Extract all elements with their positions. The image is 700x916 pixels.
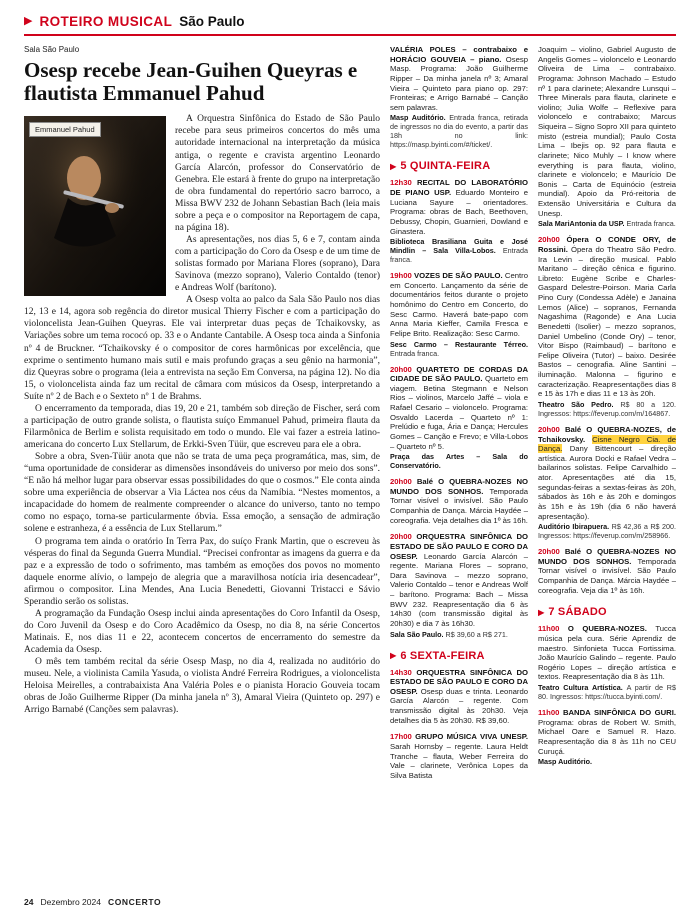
article-headline: Osesp recebe Jean-Guihen Queyras e flautista Emmanuel Pahud — [24, 58, 358, 105]
event-venue-line: Auditório Ibirapuera. R$ 42,36 a R$ 200. Ingressos: https://feverup.com/m/258966. — [538, 522, 676, 541]
event-venue: Auditório Ibirapuera. — [538, 522, 612, 532]
event-listing — [538, 624, 676, 701]
event-text: 11h00 BANDA SINFÔNICA DO GURI. Programa: obras de Robert W. Smith, Michael Oare e Samuel R. Hazo. Reapresentação dia 8 às 11h no CEU Curuçá. — [538, 708, 676, 756]
event-title: Balé O QUEBRA-NOZES NO MUNDO DOS SONHOS. — [538, 547, 676, 566]
date-label: 6 SEXTA-FEIRA — [400, 649, 485, 662]
event-title: Ópera O CONDE ORY, de Rossini. — [538, 235, 676, 254]
event-time: 20h00 — [390, 532, 417, 542]
event-title: Balé O QUEBRA-NOZES NO MUNDO DOS SONHOS. — [390, 477, 528, 496]
issue-date: Dezembro 2024 — [40, 897, 101, 907]
highlighted-text: Cisne Negro Cia. de Dança. — [538, 434, 676, 454]
page-number: 24 — [24, 897, 34, 907]
event-venue-line: Sesc Carmo – Restaurante Térreo. Entrada franca. — [390, 339, 528, 358]
event-text: 20h00 Balé O QUEBRA-NOZES NO MUNDO DOS SONHOS. Temporada Tornar visível o invisível. São Paulo Companhia de Dança. Márcia Haydée – coreografia. Veja detalhes dia 1º às 16h. — [390, 477, 528, 525]
section-arrow-icon: ▶ — [24, 15, 33, 27]
event-title: QUARTETO DE CORDAS DA CIDADE DE SÃO PAULO. — [390, 364, 528, 384]
event-listing — [390, 532, 528, 638]
section-title: ROTEIRO MUSICAL — [39, 14, 173, 29]
date-header — [390, 650, 528, 662]
event-title: BANDA SINFÔNICA DO GURI. — [562, 708, 676, 717]
event-listing — [390, 365, 528, 471]
event-venue-line: Masp Auditório. Entrada franca, retirada de ingressos no dia do evento, a partir das 18h no link: https://masp.byinti.com/#/ticket/. — [390, 113, 528, 150]
event-title: Balé O QUEBRA-NOZES, de Tchaikovsky. — [538, 424, 676, 444]
event-text: 20h00 ORQUESTRA SINFÔNICA DO ESTADO DE SÃO PAULO E CORO DA OSESP. Leonardo García Alarcón – regente. Mariana Flores – soprano, Dara Savinova – mezzo soprano, Valerio Contaldo – tenor e Andreas Wolf – barítono. Programa: Bach – Missa BWV 232. Reapresentação dia 6 às 14h30 (com transmissão digital às 20h30) e dia 7 às 16h30. — [390, 532, 528, 628]
event-venue: Teatro Cultura Artística. — [538, 683, 627, 692]
event-venue: Masp Auditório. — [538, 757, 593, 767]
event-venue-line: Teatro Cultura Artística. A partir de R$ 80. Ingressos: https://tucca.byinti.com/. — [538, 683, 676, 701]
article-paragraph: As apresentações, nos dias 5, 6 e 7, contam ainda com a participação do Coro da Osesp e de um time de solistas formado por Mariana Flores (soprano), Dara Savinova (mezzo soprano), Valerio Contaldo (tenor) e Andreas Wolf (barítono). — [175, 234, 380, 294]
event-text: 17h00 GRUPO MÚSICA VIVA UNESP. Sarah Hornsby – regente. Laura Heldt Tranche – flauta, Weber Ferreira do Vale – clarinete, Verônica Lopes da Silva Batista — [390, 732, 528, 780]
event-time: 20h00 — [538, 547, 565, 557]
event-listing — [538, 425, 676, 540]
date-arrow-icon: ▶ — [538, 607, 545, 617]
event-listing — [390, 45, 528, 149]
event-text: 20h00 Balé O QUEBRA-NOZES, de Tchaikovsky. Cisne Negro Cia. de Dança. Dany Bittencourt – direção artística. Aurora Docki e Rafael Vedra – bailarinos solistas. Felipe Carvalhido – ator. Apresentações até dia 15, segundas-feiras a sextas-feiras às 20h, sábados às 16h e às 20h e domingos às 15h e às 19h (dia 6 não haverá apresentação). — [538, 424, 676, 521]
event-time: 20h00 — [390, 364, 417, 374]
event-text: 20h00 Ópera O CONDE ORY, de Rossini. Ópera do Theatro São Pedro. Ira Levin – direção musical. Pablo Maritano – direção cênica e figurino. Libreto: Eugène Scribe e Charles-Gaspard Delestre-Poirson. Maria Carla Pino Cury (Condessa Adèle) e Janaina Lemos (Alice) – sopranos, Fernanda Nagashima (Ragonde) e Ana Lucia Benedetti (Isolier) – mezzo sopranos, Daniel Umbelino (Conde Ory) – tenor, Vitor Bispo (Raimbaud) – barítono e Felipe Oliveira (Tutor) – baixo. Desirée Bastos – cenografia. Aline Santini – iluminação. Malonna – figurino e caracterização. Reapresentações dias 8 e 15 às 17h e dias 11 e 13 às 20h. — [538, 235, 676, 399]
listings-column-2 — [538, 45, 676, 891]
event-venue: Praça das Artes – Sala do Conservatório. — [390, 452, 528, 471]
photo-caption: Emmanuel Pahud — [29, 122, 101, 137]
event-time: 20h00 — [390, 477, 417, 487]
event-venue: Sesc Carmo – Restaurante Térreo. — [390, 339, 528, 349]
magazine-name: CONCERTO — [107, 897, 162, 907]
article-kicker: Sala São Paulo — [24, 45, 80, 54]
event-venue-line: Biblioteca Brasiliana Guita e José Mindlin – Sala Villa-Lobos. Entrada franca. — [390, 237, 528, 265]
event-venue: Biblioteca Brasiliana Guita e José Mindlin – Sala Villa-Lobos. — [390, 237, 528, 256]
event-listing — [538, 708, 676, 766]
event-title: VOZES DE SÃO PAULO. — [414, 271, 505, 281]
event-title: VALÉRIA POLES – contrabaixo e HORÁCIO GOUVEIA – piano. — [390, 45, 528, 64]
event-venue: Theatro São Pedro. — [538, 399, 621, 409]
event-text: 19h00 VOZES DE SÃO PAULO. Centro em Concerto. Lançamento da série de documentários feitos durante o projeto homônimo do Centro em Concerto, do Sesc Carmo. Haverá bate-papo com Anna Maria Kieffer, Camila Fresca e Felipe Brito. Realização: Sesc Carmo. — [390, 271, 528, 338]
event-text: 11h00 O QUEBRA-NOZES. Tucca música pela cura. Série Aprendiz de maestro. Sinfonieta Tucca Fortissima. João Maurício Galindo – regente. Paulo Rogério Lopes – direção artística e textos. Reapresentação dia 8 às 11h. — [538, 624, 676, 682]
date-arrow-icon: ▶ — [390, 161, 397, 171]
event-text: 14h30 ORQUESTRA SINFÔNICA DO ESTADO DE SÃO PAULO E CORO DA OSESP. Osesp duas e trinta. Leonardo García Alarcón – regente. Com transmissão digital às 20h30. Veja detalhes dia 5 às 20h30. R$ 39,60. — [390, 667, 528, 725]
event-venue: Sala São Paulo. — [390, 629, 446, 639]
event-title: ORQUESTRA SINFÔNICA DO ESTADO DE SÃO PAULO E CORO DA OSESP. — [390, 667, 528, 696]
event-time: 20h00 — [538, 235, 567, 245]
event-listing — [538, 235, 676, 418]
event-time: 20h00 — [538, 424, 565, 434]
event-time: 17h00 — [390, 732, 416, 742]
event-venue-line: Theatro São Pedro. R$ 80 a 120. Ingressos: https://feverup.com/m/164867. — [538, 399, 676, 418]
event-time: 11h00 — [538, 624, 568, 634]
date-label: 7 SÁBADO — [548, 606, 607, 619]
event-time: 14h30 — [390, 667, 417, 677]
event-time: 11h00 — [538, 708, 563, 717]
event-venue-line: Sala MariAntonia da USP. Entrada franca. — [538, 219, 676, 229]
event-listing — [538, 45, 676, 228]
event-listing — [390, 271, 528, 357]
section-city: São Paulo — [179, 14, 245, 29]
event-venue: Sala MariAntonia da USP. — [538, 219, 627, 229]
event-text: Joaquim – violino, Gabriel Augusto de Angelis Gomes – violoncelo e Leonardo Oliveira de Lima – contrabaixo. Programa: Johnson Machado – Estudo nº 1 para clarinete; Alexandre Lunsqui – Three Minerals para flauta, clarinete e violino; Julia Wolfe – Reflexive para violoncelo e contrabaixo; Marcus Siqueira – Signo Sopro XII para quinteto misto (estreia mundial); Paulo Costa Lima – Ibejis op. 92 para flauta e clarinete; Nico Muhly – I know where everything is para flauta, violino, clarinete e violoncelo; e Maurício De Bonis – Carta de Equinócio (estreia mundial). Apoio da Pró-reitoria de Extensão Universitária e Cultura da Unesp. — [538, 45, 676, 218]
event-venue-line: Sala São Paulo. R$ 39,60 a R$ 271. — [390, 629, 508, 639]
event-title: RECITAL DO LABORATÓRIO DE PIANO USP. — [390, 178, 528, 197]
event-title: ORQUESTRA SINFÔNICA DO ESTADO DE SÃO PAULO E CORO DA OSESP. — [390, 532, 528, 561]
content-columns — [24, 45, 676, 891]
event-listing — [390, 477, 528, 525]
masthead — [24, 14, 676, 36]
event-text: 20h00 QUARTETO DE CORDAS DA CIDADE DE SÃO PAULO. Quarteto em viagem. Betina Stegmann e Nelson Rios – violinos, Marcelo Jaffé – viola e Rafael Cesario – violoncelo. Programa: Osvaldo Lacerda – Quarteto nº 1: Prelúdio e fuga, Ária e Dança; Hercules Gomes – Canção e Frevo; e Villa-Lobos – Quarteto nº 5. — [390, 364, 528, 451]
event-text: 20h00 Balé O QUEBRA-NOZES NO MUNDO DOS SONHOS. Temporada Tornar visível o invisível. São Paulo Companhia de Dança. Márcia Haydée – coreografia. Veja dia 1º às 16h. — [538, 547, 676, 595]
event-title: O QUEBRA-NOZES. — [567, 624, 656, 634]
article-paragraph: O encerramento da temporada, dias 19, 20 e 21, também sob direção de Fischer, será com a participação de outro grande solista, o flautista suíço Emmanuel Pahud, primeira flauta da Filarmônica de Berlim e solista requisitado em todo o mundo. Ele vai fazer a estreia latino-americana do concerto Lux Stellarum, de Erkki-Sven Tüür, que escreveu para ele a obra. — [24, 403, 380, 451]
article-column — [24, 45, 380, 891]
event-listing — [538, 547, 676, 595]
event-venue: Masp Auditório. — [390, 113, 450, 123]
listings-column-1 — [390, 45, 528, 891]
date-label: 5 QUINTA-FEIRA — [400, 160, 491, 173]
event-listing — [390, 668, 528, 726]
event-listing — [390, 732, 528, 780]
event-listing — [390, 178, 528, 264]
article-paragraph: A Osesp volta ao palco da Sala São Paulo nos dias 12, 13 e 14, agora sob regência do diretor musical Thierry Fischer e com a participação do violoncelista Jean-Guihen Queyras. Ele vai interpretar duas peças de Tchaikovsky, as Variações sobre um tema rococó op. 33 e o Andante Cantabile. A Osesp toca ainda a Sinfonia nº 4 de Bruckner. “Tchaikovsky é o compositor de cores harmônicas por excelência, que exprime o sentimento humano mais sutil e mais profundo graças a seu gênio na harmonia”, diz Queyras sobre o programa (leia a entrevista na seção Em Conversa, na página 12). No dia 15, o violoncelista ainda faz um recital de câmara com músicos da Osesp, interpretando a Suíte nº 2 de Bach e o Sexteto nº 1 de Brahms. — [24, 295, 380, 402]
article-paragraph: O programa tem ainda o oratório In Terra Pax, do suíço Frank Martin, que o escreveu às vésperas do final da Segunda Guerra Mundial. “Precisei confrontar as imagens da guerra e da paz e a expressão de todo o sofrimento, mas também as emoções dos povos no momento daquele enorme alívio, o lampejo de alegria que a maravilhosa notícia iria desencadear”, afirmou o compositor. Lina Mendes, Ana Lucia Benedetti, Giovanni Tristacci e Sávio Sperandio serão os solistas. — [24, 536, 380, 607]
event-title: GRUPO MÚSICA VIVA UNESP. — [415, 732, 528, 742]
event-venue-line — [390, 452, 528, 470]
event-text: VALÉRIA POLES – contrabaixo e HORÁCIO GOUVEIA – piano. Osesp Masp. Programa: João Guilherme Ripper – Da minha janela nº 3; Amaral Vieira – Quinteto para piano op. 297: Fronteiras; e Arrigo Barnabé – Canção sem palavras. — [390, 45, 528, 112]
date-header — [538, 606, 676, 618]
event-time: 19h00 — [390, 271, 415, 281]
page-footer — [24, 897, 161, 907]
date-header — [390, 160, 528, 172]
event-time: 12h30 — [390, 178, 417, 188]
event-text: 12h30 RECITAL DO LABORATÓRIO DE PIANO USP. Eduardo Monteiro e Luciana Sayure – orientadores. Programa: obras de Bach, Beethoven, Debussy, Chopin, Guarnieri, Dowland e Ginastera. — [390, 178, 528, 236]
article-paragraph: A Orquestra Sinfônica do Estado de São Paulo recebe para seus primeiros concertos do mês uma autoridade internacional na interpretação da música antiga, o regente e cravista argentino Leonardo García Alarcón, professor do Conservatório de Genebra. Ele estará à frente do grupo na interpretação de obra fundamental do repertório sacro barroco, a Missa BWV 232 de Johann Sebastian Bach (leia mais sobre a peça e o compositor na Reportagem de capa, na página 18). — [175, 114, 380, 233]
article-photo — [24, 116, 166, 296]
flutist-photo-art — [24, 116, 166, 296]
article-paragraph: A programação da Fundação Osesp inclui ainda apresentações do Coro Infantil da Osesp, do Coro Juvenil da Osesp e do Coro Acadêmico da Osesp, no dia 8, na série Concertos Matinais. E, nos dias 11 e 22, acontecem concertos de encerramento do semestre da Academia da Osesp. — [24, 608, 380, 656]
article-paragraph: Sobre a obra, Sven-Tüür anota que não se trata de uma peça programática, mas, sim, de “uma oportunidade de considerar as dimensões insondáveis do universo por meio dos sons”. “E não há melhor lugar para observar essas possibilidades do que o cosmos.” Ele conta ainda sobre uma experiência de observar a Via Láctea nos céus da Namíbia. “Nestes momentos, a incapacidade do homem de realmente compreender o alcance do universo, tanto no tempo como no espaço, torna-se particularmente óbvia. Essa emoção, a sensação de admiração solene e estranheza, é a essência de Lux Stellarum.” — [24, 452, 380, 535]
date-arrow-icon: ▶ — [390, 651, 397, 660]
event-venue-line — [538, 757, 676, 766]
article-paragraph: O mês tem também recital da série Osesp Masp, no dia 4, realizada no auditório do museu. Nele, a violinista Camila Yasuda, o violista André Ferreira Rodrigues, a violoncelista Heloisa Meirelles, a contrabaixista Ana Valéria Poles e o pianista Horacio Gouveia tocam obras de João Guilherme Ripper (Da minha janela nº 3), Amaral Vieira (Quinteto op. 297) e Arrigo Barnabé (Canções sem palavras). — [24, 657, 380, 716]
